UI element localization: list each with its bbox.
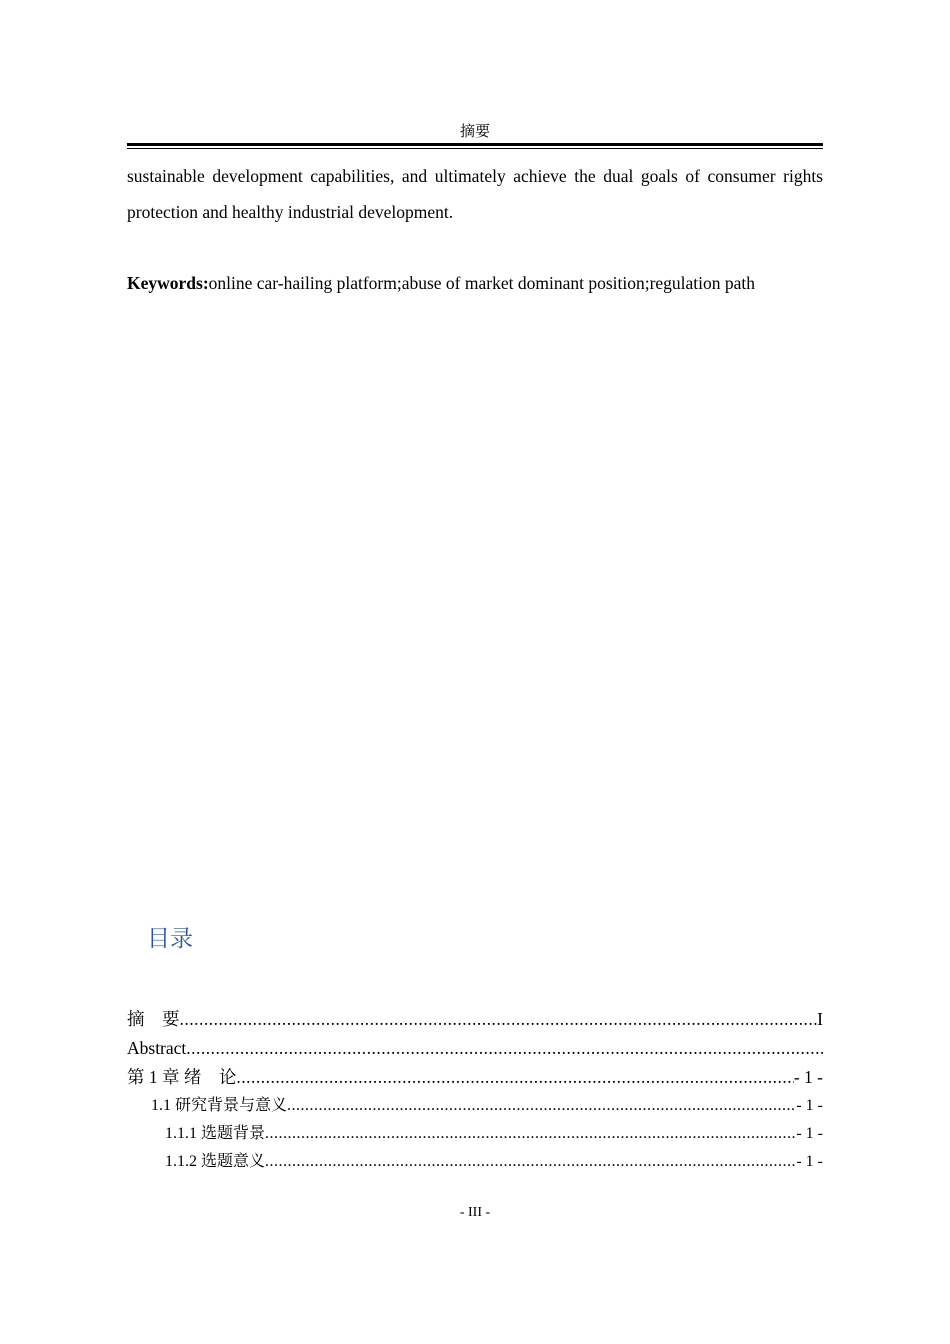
keywords-label: Keywords:	[127, 273, 209, 293]
toc-entry-section-1-1[interactable]	[127, 1092, 823, 1120]
keywords-line	[127, 266, 827, 300]
toc-leader-dots	[236, 1063, 793, 1092]
toc-leader-dots	[287, 1092, 796, 1120]
toc-leader-dots	[265, 1148, 796, 1176]
toc-entry-page: - 1 -	[796, 1153, 823, 1170]
toc-entry-abstract-en[interactable]	[127, 1034, 823, 1063]
toc-entry-abstract-cn[interactable]	[127, 1005, 823, 1034]
abstract-paragraph: sustainable development capabilities, and ultimately achieve the dual goals of consumer rights protection and healthy industrial development.	[127, 166, 823, 222]
table-of-contents	[127, 1005, 823, 1176]
toc-entry-label: 1.1 研究背景与意义	[151, 1097, 288, 1114]
toc-entry-label: 1.1.2 选题意义	[165, 1153, 266, 1170]
toc-entry-page: - 1 -	[793, 1067, 823, 1087]
toc-entry-label: 1.1.1 选题背景	[165, 1125, 266, 1142]
toc-leader-dots	[265, 1120, 796, 1148]
running-header: 摘要	[459, 124, 490, 140]
toc-entry-page: - 1 -	[796, 1125, 823, 1142]
toc-entry-section-1-1-2[interactable]	[127, 1148, 823, 1176]
page-number: - III -	[459, 1205, 491, 1220]
header-rule-thick	[127, 143, 823, 146]
header-rule-thin	[127, 148, 823, 149]
toc-entry-page: - 1 -	[796, 1097, 823, 1114]
keywords-text: online car-hailing platform;abuse of market dominant position;regulation path	[208, 273, 756, 293]
toc-entry-label: Abstract	[127, 1038, 187, 1058]
toc-leader-dots	[186, 1034, 823, 1063]
toc-title: 目录	[147, 926, 193, 952]
toc-leader-dots	[180, 1005, 818, 1034]
toc-entry-section-1-1-1[interactable]	[127, 1120, 823, 1148]
toc-entry-label: 第 1 章 绪 论	[127, 1067, 237, 1087]
toc-entry-page: I	[817, 1009, 823, 1029]
toc-entry-chapter-1[interactable]	[127, 1063, 823, 1092]
toc-entry-label: 摘 要	[127, 1009, 180, 1029]
